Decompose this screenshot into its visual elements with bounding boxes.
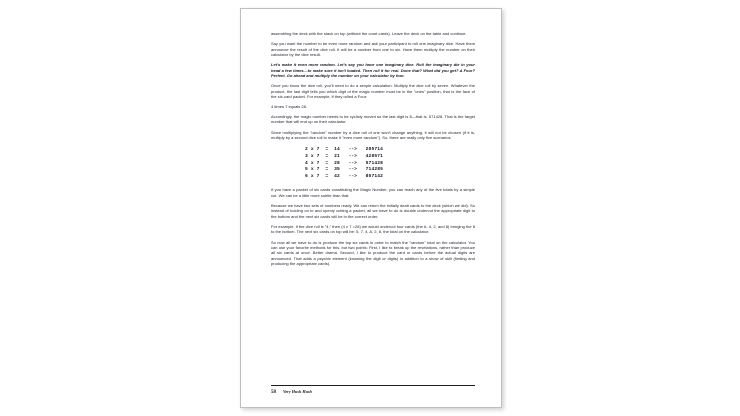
calculation-row bbox=[305, 167, 475, 174]
paragraph: Accordingly, the magic number needs to be cyclicly moved so the last digit is 8—that is, 571428. That is the target number that will end up on their calculator. bbox=[271, 113, 475, 125]
calculation-row bbox=[305, 147, 475, 154]
paragraph: Since multiplying the "random" number by a dice roll of one won't change anything, it will not be chosen (if it is, multiply by a second dice roll to make it "even more random"). So, there are really only five scenarios. bbox=[271, 129, 475, 140]
arrow-icon: --> bbox=[348, 167, 357, 173]
calculation-expression: 2 x 7 = 14 bbox=[305, 147, 340, 153]
paragraph: If you have a packet of six cards constituting the Magic Number, you can reach any of the five totals by a simple cut. We can be a little more subtle than that. bbox=[271, 187, 475, 198]
page-footer bbox=[271, 385, 475, 395]
paragraph: Once you know the dice roll, you'll need to do a simple calculation. Multiply the dice roll by seven. Whatever the product, the last digit tells you which digit of the magic number must be in the "ones" position, that is the face of the six-card packet. For example, if they rolled a Four: bbox=[271, 83, 475, 100]
document-page bbox=[240, 8, 502, 408]
calculation-expression: 5 x 7 = 35 bbox=[305, 167, 340, 173]
arrow-icon: --> bbox=[348, 160, 357, 166]
calculation-expression: 6 x 7 = 42 bbox=[305, 173, 340, 179]
calculation-row bbox=[305, 174, 475, 181]
paragraph: assembling the deck with the stack on top (without the court cards). Leave the deck on the table and continue. bbox=[271, 31, 467, 36]
paragraph: So now all we have to do is produce the top six cards in order to match the "random" total on the calculator. You can use your favorite methods for this, but two points: First, I like to break up the revelations, rather than produce all six cards at once. Better drama. Second, I like to produce the card or cards before the actual digits are announced. That adds a psychic element (knowing the digit or digits) in addition to a show of skill (finding and producing the appropriate cards). bbox=[271, 239, 475, 267]
calculation-result: 857142 bbox=[365, 173, 384, 179]
arrow-icon: --> bbox=[348, 147, 357, 153]
viewer-left-background bbox=[0, 0, 240, 416]
calculation-result: 285714 bbox=[365, 147, 384, 153]
calculation-expression: 3 x 7 = 21 bbox=[305, 153, 340, 159]
calculation-result: 428571 bbox=[365, 153, 384, 159]
paragraph: For example, if the dice roll is "4," then (4 x 7 =28) we would undercut four cards (the A, 4, 2, and 8) bringing the 8 to the bottom. The next six cards on top will be: 5, 7, 4, A, 2, 8, the total on the calculator. bbox=[271, 224, 475, 235]
page-number: 58 bbox=[271, 390, 276, 395]
paragraph-script: Let's make it even more random. Let's say you have one imaginary dice. Roll the imaginary die in your head a few times—to make sure it isn't loaded. Then roll it for real. Done that? What did you get? A Four? Perfect. Go ahead and multiply the number on your calculator by four. bbox=[271, 62, 475, 79]
calculation-list bbox=[271, 147, 475, 180]
arrow-icon: --> bbox=[348, 173, 357, 179]
paragraph: 4 times 7 equals 28. bbox=[271, 104, 307, 110]
footer-book-title: Very Hush Hush bbox=[283, 389, 312, 394]
arrow-icon: --> bbox=[348, 153, 357, 159]
calculation-expression: 4 x 7 = 28 bbox=[305, 160, 340, 166]
calculation-result: 714285 bbox=[365, 167, 384, 173]
viewer-right-background bbox=[502, 0, 740, 416]
paragraph: Because we have two sets of numbers ready. We can return the initially dealt cards to the deck (which we did). So instead of holding on to and openly cutting a packet, all we have to do is double undercut the appropriate digit to the bottom and the next six cards will be in the correct order. bbox=[271, 203, 475, 219]
page-text-column bbox=[271, 31, 475, 387]
paragraph: Say you want the number to be even more random and ask your participant to roll one imaginary dice. Have them announce the result of the dice roll. It will be a number from one to six. Have them multiply the number on their calculator by the dice result. bbox=[271, 41, 475, 58]
calculation-row bbox=[305, 154, 475, 161]
calculation-result: 571428 bbox=[365, 160, 384, 166]
